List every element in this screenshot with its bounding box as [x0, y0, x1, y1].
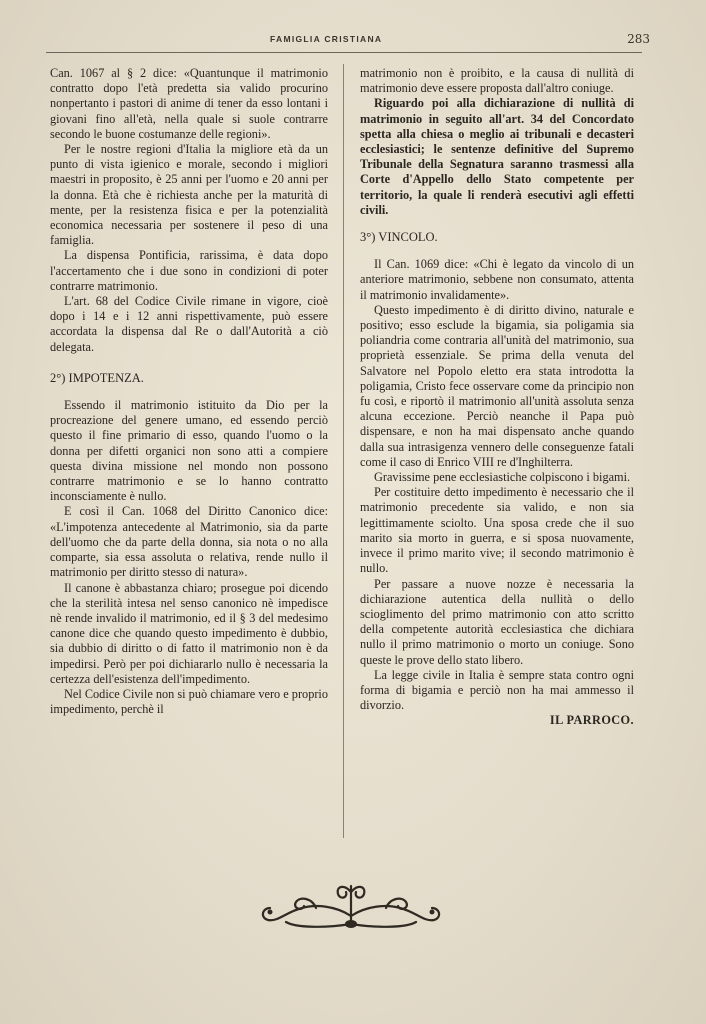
paragraph: matrimonio non è proibito, e la causa di nullità di matrimonio deve essere proposta dall'altro coniuge. [360, 66, 634, 96]
paragraph: La legge civile in Italia è sempre stata contro ogni forma di bigamia e perciò non ha mai ammesso il divorzio. [360, 667, 634, 713]
left-column [50, 66, 328, 717]
paragraph: Questo impedimento è di diritto divino, naturale e positivo; esso esclude la bigamia, sia poligamia sia poliandria come contraria all'unità del matrimonio, sua proprietà essenziale. Se prima della venuta del Salvatore nel Popolo eletto era stata introdotta la poligamia, Cristo fece osservare come da principio non fu così, e riportò il matrimonio all'unità assoluta senza alcuna eccezione. Perciò neanche il Papa può dispensare, e non ha mai dispensato anche quando dalla sua intrasigenza vennero delle conseguenze fatali come il caso di Enrico VIII re d'Inghilterra. [360, 302, 634, 469]
section-heading-vincolo: 3°) VINCOLO. [360, 230, 438, 245]
paragraph: L'art. 68 del Codice Civile rimane in vigore, cioè dopo i 14 e i 12 anni rispettivamente, può essere accordata la dispensa dal Re o dall'Autorità a ciò delegata. [50, 294, 328, 354]
section-heading-impotenza: 2°) IMPOTENZA. [50, 370, 144, 385]
paragraph: Per passare a nuove nozze è necessaria la dichiarazione autentica della nullità o dello scioglimento del primo matrimonio con atto scritto della competente autorità ecclesiastica che dichiara nullo il primo matrimonio o morto un coniuge. Sono queste le prove dello stato libero. [360, 576, 634, 667]
page-header [0, 32, 706, 52]
paragraph: E così il Can. 1068 del Diritto Canonico dice: «L'impotenza antecedente al Matrimonio, sia da parte dell'uomo che da parte della donna, sia nota o no alla comparte, sia essa assoluta o relativa, rende nullo il matrimonio per diritto stesso di natura». [50, 504, 328, 580]
column-divider [343, 64, 344, 838]
paragraph: Can. 1067 al § 2 dice: «Quantunque il matrimonio contratto dopo l'età predetta sia valido procurino nonpertanto i pastori di anime di tener da esso lontani i giovani fino all'età, nella quale si suole contrarre secondo le buone costumanze delle regioni». [50, 66, 328, 141]
paragraph: Il Can. 1069 dice: «Chi è legato da vincolo di un anteriore matrimonio, sebbene non consumato, attenta il matrimonio invalidamente». [360, 257, 634, 302]
signature: IL PARROCO. [549, 713, 634, 728]
right-column [360, 66, 634, 729]
paragraph: Riguardo poi alla dichiarazione di nullità di matrimonio in seguito all'art. 34 del Concordato spetta alla chiesa o meglio ai tribunali e decasteri ecclesiastici; le sentenze definitive del Supremo Tribunale della Segnatura saranno trasmessi alla Corte d'Appello dello Stato competente per territorio, la quale li renderà esecutivi agli effetti civili. [360, 96, 634, 217]
paragraph: Il canone è abbastanza chiaro; prosegue poi dicendo che la sterilità intesa nel senso canonico nè impedisce nè rende invalido il matrimonio, ed il § 3 del medesimo canone dice che quando questo impedimento è dubbio, sia dubbio di diritto o di fatto il matrimonio non è da impedirsi. Però per poi dichiararlo nullo è necessaria la certezza dell'esistenza dell'impedimento. [50, 580, 328, 686]
page-number: 283 [627, 32, 650, 46]
paragraph: Per costituire detto impedimento è necessario che il matrimonio precedente sia valido, e non sia legittimamente sciolto. Una sposa crede che il suo marito sia morto in guerra, e si sposa nuovamente, invece il primo marito vive; il secondo matrimonio è nullo. [360, 485, 634, 576]
paragraph: Gravissime pene ecclesiastiche colpiscono i bigami. [374, 470, 631, 485]
paragraph: Per le nostre regioni d'Italia la migliore età da un punto di vista igienico e morale, secondo i migliori maestri in proposito, è 25 anni per l'uomo e 20 anni per la donna. Età che è richiesta anche per la maturità di mente, per la resistenza fisica e per la potenzialità economica necessaria per sostenere il peso di una famiglia. [50, 142, 328, 248]
paragraph: Essendo il matrimonio istituito da Dio per la procreazione del genere umano, ed essendo perciò questo il fine primario di esso, quando l'uomo o la donna per difetti organici non sono atti a compiere questa divina missione nel mondo non possono contrarre matrimonio e se lo hanno contratto inconsciamente è nullo. [50, 398, 328, 504]
paragraph: Nel Codice Civile non si può chiamare vero e proprio impedimento, perchè il [50, 686, 328, 717]
paragraph: La dispensa Pontificia, rarissima, è data dopo l'accertamento che i due sono in condizioni di poter contrarre matrimonio. [50, 248, 328, 293]
header-rule [46, 52, 642, 53]
running-title: FAMIGLIA CRISTIANA [270, 34, 383, 44]
decorative-ornament-icon [256, 878, 446, 934]
